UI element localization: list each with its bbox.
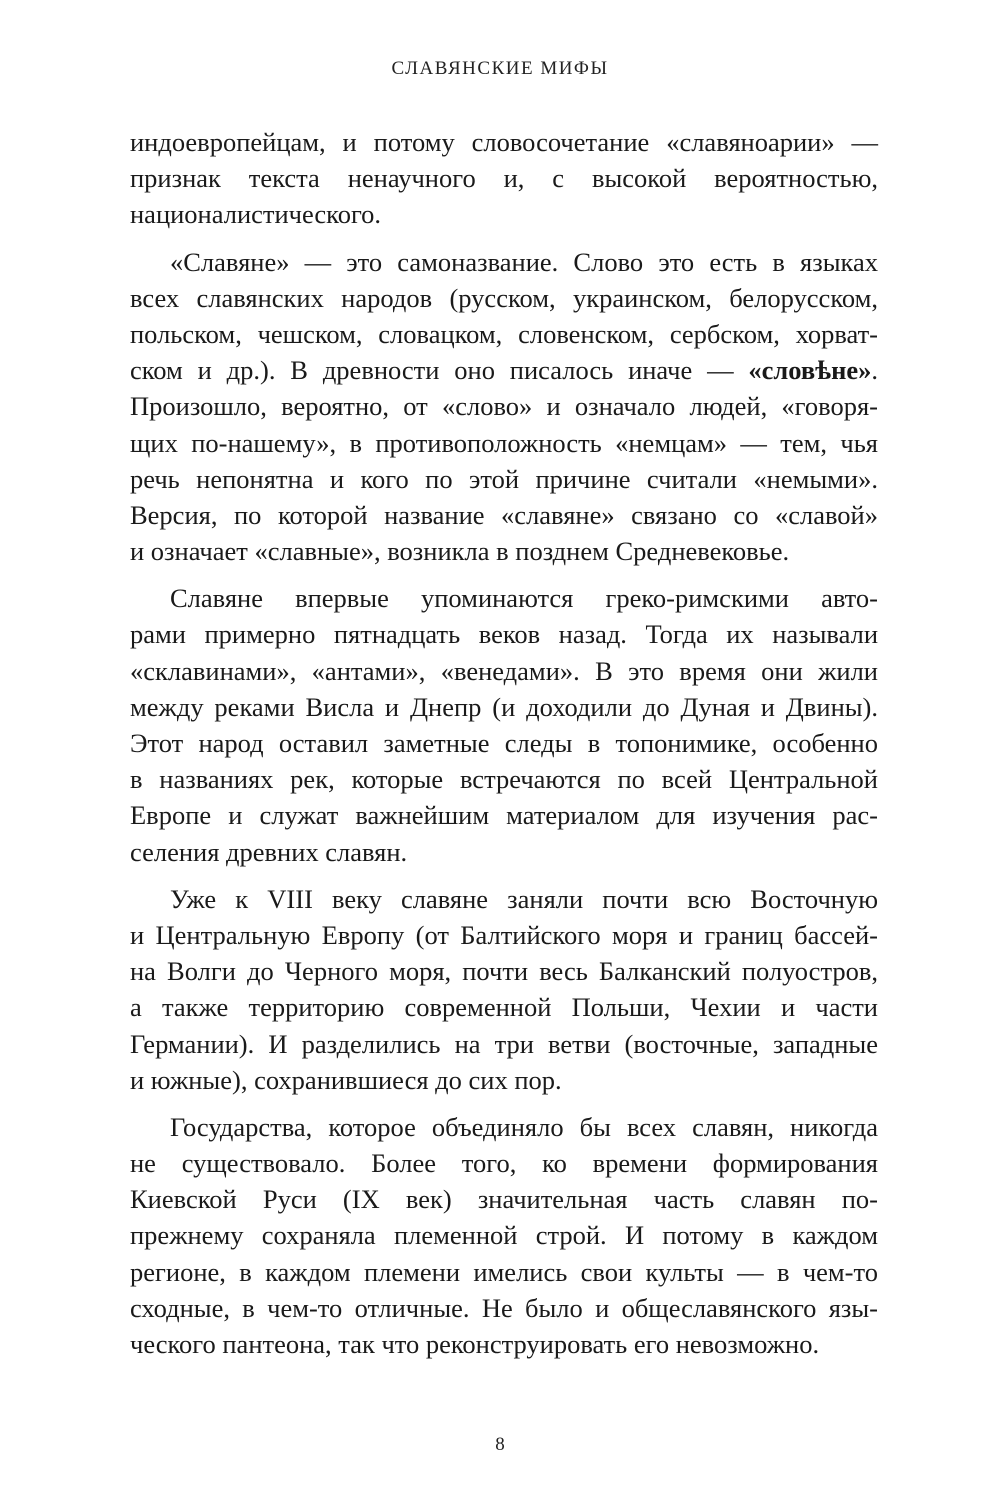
text-line: в названиях рек, которые встречаются по всей Центральной — [130, 764, 878, 795]
text-line: не существовало. Более того, ко времени формирования — [130, 1148, 878, 1179]
text-line: Государства, которое объединяло бы всех славян, никогда — [170, 1111, 878, 1142]
text-line: «склавинами», «антами», «венедами». В это время они жили — [130, 655, 878, 686]
text-line: «Славяне» — это самоназвание. Слово это есть в языках — [170, 246, 878, 277]
paragraph — [130, 244, 878, 570]
text-line: речь непонятна и кого по этой причине считали «немыми». — [130, 463, 878, 494]
text-line: всех славянских народов (русском, украинском, белорусском, — [130, 282, 878, 313]
paragraph — [130, 1109, 878, 1362]
text-line: Уже к VIII веку славяне заняли почти всю Восточную — [170, 883, 878, 914]
text-line: селения древних славян. — [130, 836, 408, 867]
text-line: между реками Висла и Днепр (и доходили до Дуная и Двины). — [130, 691, 878, 722]
text-line: и Центральную Европу (от Балтийского моря и границ бассей- — [130, 919, 878, 950]
text-line: Этот народ оставил заметные следы в топонимике, особенно — [130, 728, 878, 758]
paragraph — [130, 881, 878, 1098]
page-number: 8 — [495, 1434, 505, 1455]
text-line: щих по-нашему», в противоположность «немцам» — тем, чья — [130, 427, 878, 458]
text-line: ческого пантеона, так что реконструировать его невозможно. — [130, 1329, 820, 1359]
text-line: Европе и служат важнейшим материалом для изучения рас- — [130, 800, 878, 831]
text-line: Киевской Руси (IX век) значительная часть славян по- — [130, 1184, 878, 1215]
text-line: индоевропейцам, и потому словосочетание «славяноарии» — — [130, 127, 878, 157]
text-line: рами примерно пятнадцать веков назад. Тогда их называли — [130, 619, 878, 650]
text-segment: . — [871, 355, 878, 386]
text-line: Германии). И разделились на три ветви (восточные, западные — [130, 1028, 878, 1059]
text-line: признак текста ненаучного и, с высокой вероятностью, — [130, 163, 878, 194]
text-line: Версия, по которой название «славяне» связано со «славой» — [130, 499, 878, 530]
text-line — [130, 352, 878, 388]
text-line: Славяне впервые упоминаются греко-римскими авто- — [170, 583, 878, 614]
body-text — [130, 124, 878, 1362]
text-line: Произошло, вероятно, от «слово» и означало людей, «говоря- — [130, 391, 878, 422]
text-line: а также территорию современной Польши, Чехии и части — [130, 992, 878, 1023]
text-line: и южные), сохранившиеся до сих пор. — [130, 1064, 562, 1095]
paragraph — [130, 580, 878, 870]
text-line: польском, чешском, словацком, словенском, сербском, хорват- — [130, 318, 878, 349]
text-line: регионе, в каждом племени имелись свои культы — в чем-то — [130, 1256, 878, 1287]
text-line: и означает «славные», возникла в позднем Средневековье. — [130, 536, 790, 567]
bold-term: «словѣне» — [748, 355, 872, 386]
running-header: СЛАВЯНСКИЕ МИФЫ — [391, 58, 609, 79]
text-line: сходные, в чем-то отличные. Не было и общеславянского язы- — [130, 1292, 878, 1323]
text-line: на Волги до Черного моря, почти весь Балканский полуостров, — [130, 956, 878, 987]
paragraph — [130, 124, 878, 233]
text-line: националистического. — [130, 199, 382, 230]
text-line: прежнему сохраняла племенной строй. И потому в каждом — [130, 1220, 878, 1251]
text-segment: ском и др.). В древности оно писалось иначе — — [130, 355, 749, 386]
